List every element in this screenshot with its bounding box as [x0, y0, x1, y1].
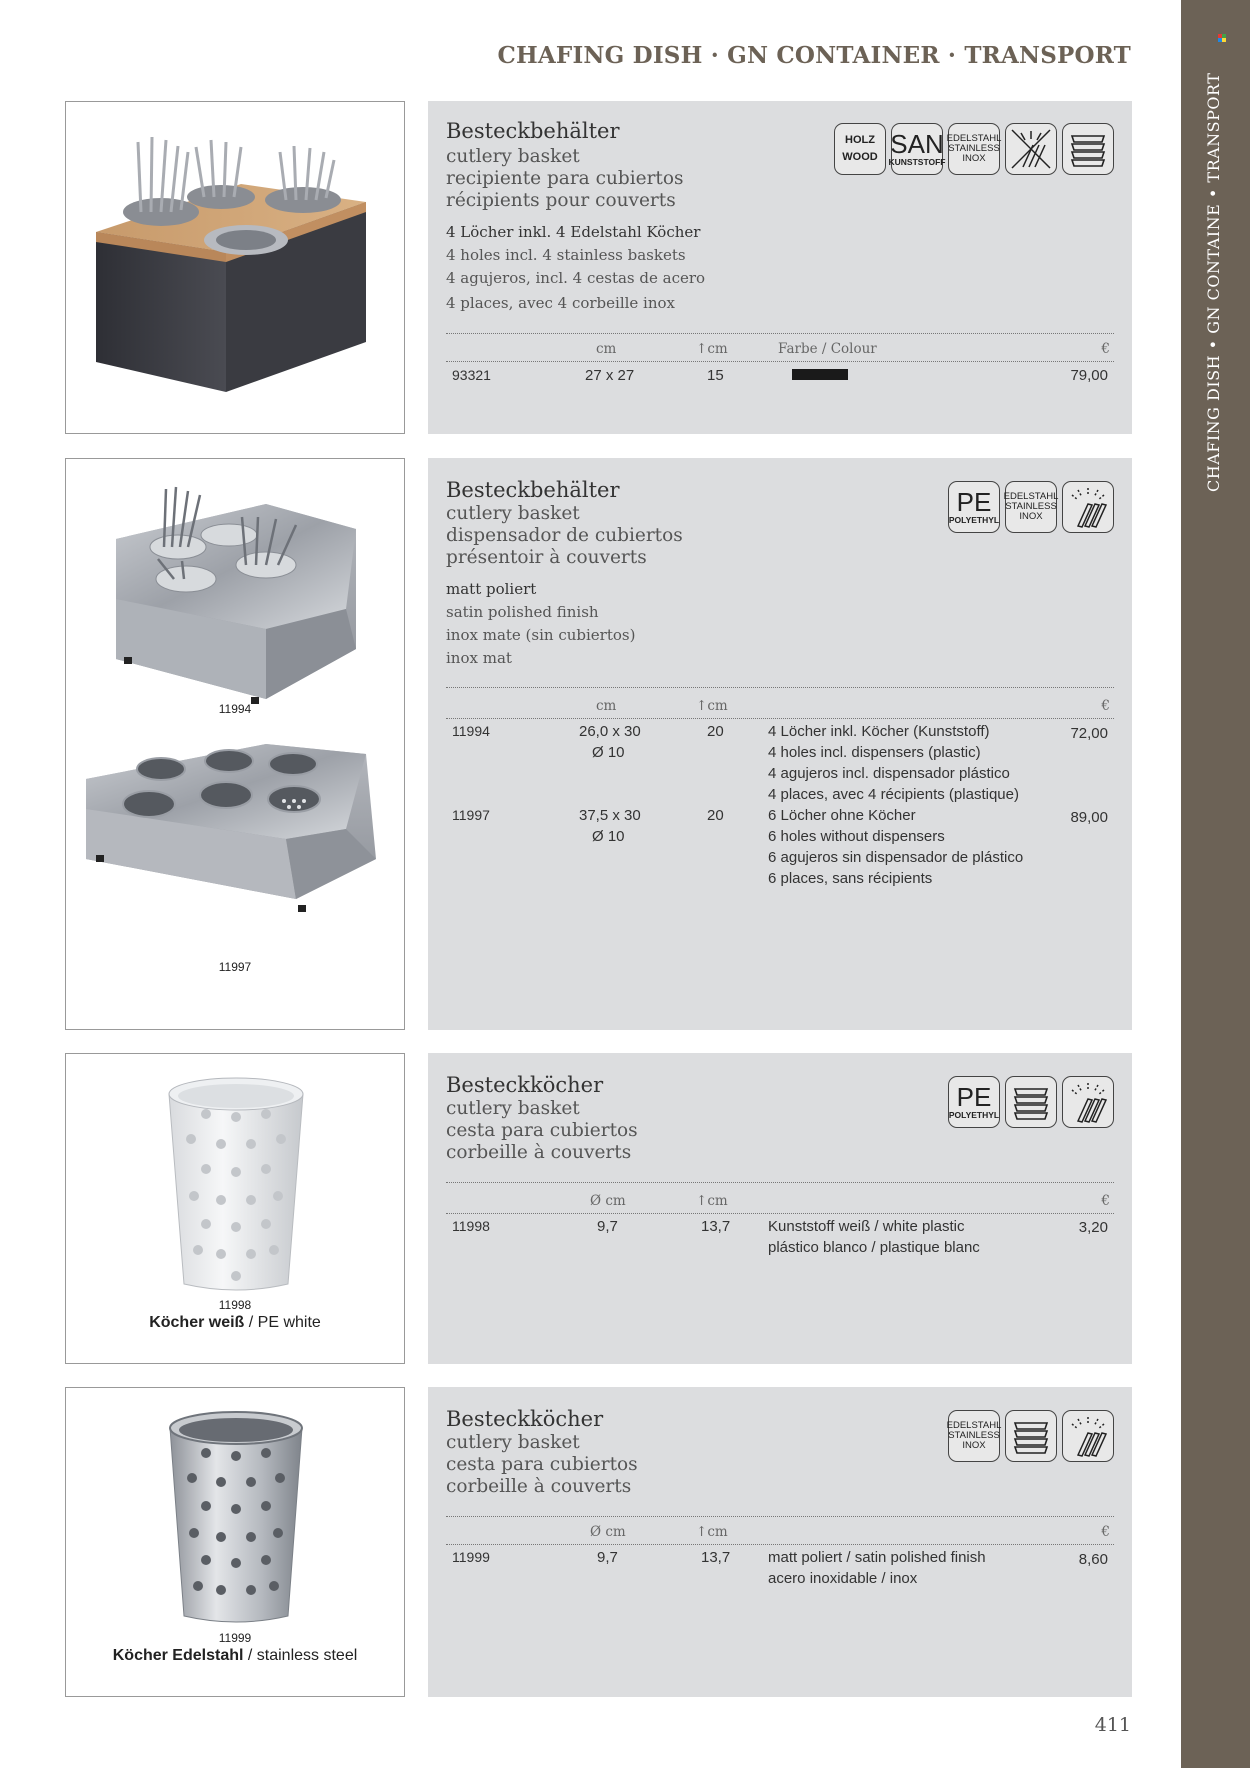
stackable-icon [1005, 1076, 1057, 1128]
pe-polyethylene-icon: PE POLYETHYL [948, 1076, 1000, 1128]
diameter-value: 9,7 [597, 1218, 618, 1235]
diameter-value: Ø 10 [592, 744, 625, 761]
image-caption-code: 11997 [218, 960, 252, 974]
table-divider [446, 333, 1114, 334]
height-arrow-icon: ↑ [696, 341, 708, 357]
pe-polyethylene-icon: PE POLYETHYL [948, 481, 1000, 533]
price-value: 79,00 [1070, 367, 1108, 384]
product-subtitle-es: recipiente para cubiertos [446, 168, 684, 189]
product-info-panel [428, 1387, 1132, 1697]
price-value: 8,60 [1078, 1551, 1108, 1568]
page-title: CHAFING DISH · GN CONTAINER · TRANSPORT [497, 42, 1131, 69]
product-description-fr: inox mat [446, 649, 512, 667]
size-value: 26,0 x 30 [579, 723, 641, 740]
product-subtitle-es: cesta para cubiertos [446, 1454, 638, 1475]
product-info-panel [428, 101, 1132, 434]
product-description-de: 4 Löcher inkl. 4 Edelstahl Köcher [446, 223, 701, 241]
size-value: 37,5 x 30 [579, 807, 641, 824]
product-title: Besteckbehälter [446, 478, 620, 502]
colour-swatch [792, 369, 848, 380]
article-number: 93321 [452, 367, 491, 383]
wood-icon: HOLZ WOOD [834, 123, 886, 175]
product-title: Besteckköcher [446, 1407, 604, 1431]
product-info-panel [428, 1053, 1132, 1364]
product-subtitle-fr: présentoir à couverts [446, 547, 647, 568]
row-description-line2: acero inoxidable / inox [768, 1570, 918, 1587]
not-dishwasher-safe-icon [1005, 123, 1057, 175]
column-header-price: € [1101, 341, 1110, 357]
product-description-de: matt poliert [446, 580, 537, 598]
table-divider [446, 1516, 1114, 1517]
page-number: 411 [1094, 1714, 1131, 1736]
product-subtitle-es: dispensador de cubiertos [446, 525, 683, 546]
table-divider [446, 1213, 1114, 1214]
dishwasher-safe-icon [1062, 1076, 1114, 1128]
product-description-en: satin polished finish [446, 603, 599, 621]
product-image-frame [65, 458, 405, 1030]
size-value: 27 x 27 [585, 367, 635, 384]
height-arrow-icon: ↑ [696, 1524, 708, 1540]
row-description-line2: plástico blanco / plastique blanc [768, 1239, 980, 1256]
product-image-frame [65, 1387, 405, 1697]
table-divider [446, 1182, 1114, 1183]
price-value: 89,00 [1070, 809, 1108, 826]
product-description-es: inox mate (sin cubiertos) [446, 626, 636, 644]
image-caption-code: 11999 [218, 1631, 252, 1645]
stackable-icon [1062, 123, 1114, 175]
column-header-height: ↑cm [696, 1193, 728, 1209]
product-subtitle-es: cesta para cubiertos [446, 1120, 638, 1141]
feature-icons [948, 1410, 1114, 1462]
image-caption-name: Köcher Edelstahl / stainless steel [112, 1647, 358, 1664]
cutlery-dispenser-stainless-image [66, 459, 406, 1031]
product-image-frame [65, 1053, 405, 1364]
height-value: 20 [707, 807, 724, 824]
article-number: 11994 [452, 723, 490, 739]
table-divider [446, 718, 1114, 719]
cutlery-box-wood-image [66, 102, 406, 435]
product-description-es: 4 agujeros, incl. 4 cestas de acero [446, 269, 706, 287]
stainless-steel-icon: EDELSTAHL STAINLESS INOX [1005, 481, 1057, 533]
height-value: 13,7 [701, 1549, 731, 1566]
dishwasher-safe-icon [1062, 481, 1114, 533]
height-value: 20 [707, 723, 724, 740]
product-subtitle-en: cutlery basket [446, 1098, 580, 1119]
stackable-icon [1005, 1410, 1057, 1462]
column-header-price: € [1101, 698, 1110, 714]
san-plastic-icon: SAN KUNSTSTOFF [891, 123, 943, 175]
feature-icons [948, 481, 1114, 533]
stainless-steel-icon: EDELSTAHL STAINLESS INOX [948, 123, 1000, 175]
row-description-es: 4 agujeros incl. dispensador plástico [768, 765, 1010, 782]
stainless-steel-icon: EDELSTAHL STAINLESS INOX [948, 1410, 1000, 1462]
product-description-en: 4 holes incl. 4 stainless baskets [446, 246, 686, 264]
height-value: 15 [707, 367, 724, 384]
article-number: 11998 [452, 1218, 490, 1234]
row-description-fr: 6 places, sans récipients [768, 870, 933, 887]
height-arrow-icon: ↑ [696, 698, 708, 714]
product-description-fr: 4 places, avec 4 corbeille inox [446, 294, 676, 312]
column-header-height: ↑cm [696, 698, 728, 714]
product-subtitle-fr: corbeille à couverts [446, 1476, 632, 1497]
table-divider [446, 1544, 1114, 1545]
price-value: 72,00 [1070, 725, 1108, 742]
row-description-de: 4 Löcher inkl. Köcher (Kunststoff) [768, 723, 990, 740]
column-header-price: € [1101, 1524, 1110, 1540]
row-description-fr: 4 places, avec 4 récipients (plastique) [768, 786, 1019, 803]
product-title: Besteckbehälter [446, 119, 620, 143]
product-title: Besteckköcher [446, 1073, 604, 1097]
row-description-en: 6 holes without dispensers [768, 828, 945, 845]
column-header-diameter: Ø cm [590, 1524, 626, 1540]
image-caption-code: 11994 [218, 702, 252, 716]
diameter-value: Ø 10 [592, 828, 625, 845]
product-subtitle-en: cutlery basket [446, 1432, 580, 1453]
diameter-value: 9,7 [597, 1549, 618, 1566]
product-info-panel [428, 458, 1132, 1030]
column-header-height: ↑cm [696, 1524, 728, 1540]
table-divider [446, 687, 1114, 688]
row-description-es: 6 agujeros sin dispensador de plástico [768, 849, 1024, 866]
sidebar-section-label: CHAFING DISH • GN CONTAINE • TRANSPORT [1204, 72, 1223, 492]
row-description-line1: Kunststoff weiß / white plastic [768, 1218, 965, 1235]
column-header-diameter: Ø cm [590, 1193, 626, 1209]
column-header-colour: Farbe / Colour [778, 341, 877, 357]
price-value: 3,20 [1078, 1219, 1108, 1236]
table-divider [446, 361, 1114, 362]
height-arrow-icon: ↑ [696, 1193, 708, 1209]
column-header-size: cm [596, 341, 617, 357]
column-header-height: ↑cm [696, 341, 728, 357]
row-description-en: 4 holes incl. dispensers (plastic) [768, 744, 981, 761]
column-header-price: € [1101, 1193, 1110, 1209]
product-subtitle-fr: récipients pour couverts [446, 190, 676, 211]
article-number: 11999 [452, 1549, 490, 1565]
product-subtitle-en: cutlery basket [446, 146, 580, 167]
row-description-de: 6 Löcher ohne Köcher [768, 807, 916, 824]
feature-icons [834, 123, 1114, 175]
article-number: 11997 [452, 807, 490, 823]
feature-icons [948, 1076, 1114, 1128]
dishwasher-safe-icon [1062, 1410, 1114, 1462]
column-header-size: cm [596, 698, 617, 714]
product-image-frame [65, 101, 405, 434]
row-description-line1: matt poliert / satin polished finish [768, 1549, 986, 1566]
image-caption-name: Köcher weiß / PE white [149, 1314, 321, 1331]
image-caption-code: 11998 [218, 1298, 252, 1312]
registration-mark-icon [1218, 34, 1226, 42]
height-value: 13,7 [701, 1218, 731, 1235]
product-subtitle-en: cutlery basket [446, 503, 580, 524]
product-subtitle-fr: corbeille à couverts [446, 1142, 632, 1163]
